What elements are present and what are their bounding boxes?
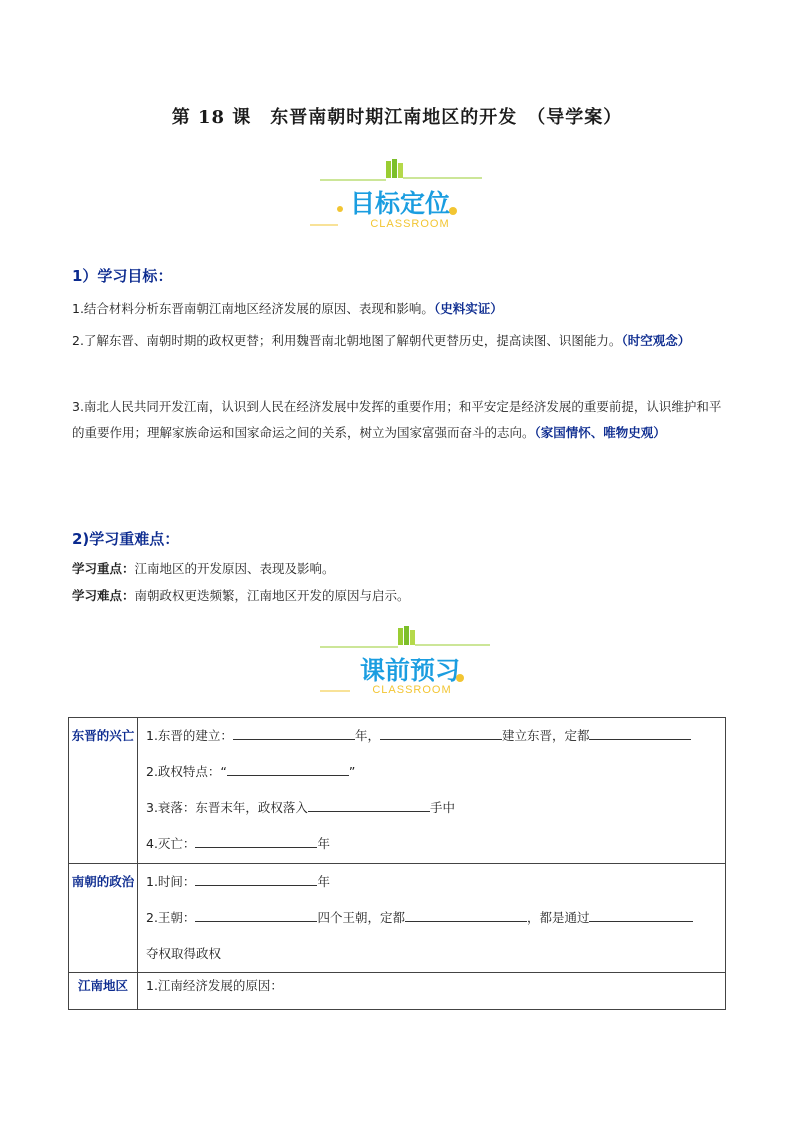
section1-heading: 1）学习目标： [72, 267, 173, 285]
banner-goals-subtitle: CLASSROOM [370, 218, 450, 230]
banner-preview-title: 课前预习 [359, 656, 460, 685]
blank-field[interactable] [589, 907, 693, 922]
fill-line: 1.时间： 年 [146, 864, 717, 900]
blank-field[interactable] [308, 797, 430, 812]
goal-item-3: 3.南北人民共同开发江南，认识到人民在经济发展中发挥的重要作用；和平安定是经济发展的重要前提，认识维护和平的重要作用；理解家族命运和国家命运之间的关系，树立为国家富强而奋斗的志向。（家国情怀、唯物史观） [72, 399, 722, 440]
blank-field[interactable] [380, 725, 502, 740]
section2-heading: 2)学习重难点： [72, 530, 180, 548]
goal-item-1: 1.结合材料分析东晋南朝江南地区经济发展的原因、表现和影响。（史料实证） [72, 301, 503, 316]
table-row [69, 973, 726, 1010]
fill-line: 2.政权特点：“ ” [146, 754, 717, 790]
fill-line: 夺权取得政权 [146, 946, 222, 961]
blank-field[interactable] [227, 761, 349, 776]
row-content [138, 864, 726, 973]
fill-line: 1.江南经济发展的原因： [146, 978, 283, 993]
preview-table [68, 717, 726, 1010]
blank-field[interactable] [589, 725, 691, 740]
blank-field[interactable] [195, 907, 317, 922]
banner-goals [300, 158, 500, 228]
table-row [69, 864, 726, 973]
fill-line: 3.衰落：东晋末年，政权落入 手中 [146, 790, 717, 826]
fill-line: 2.王朝： 四个王朝，定都 ，都是通过 [146, 900, 717, 936]
row-header-eastern-jin: 东晋的兴亡 [69, 718, 138, 864]
row-content [138, 718, 726, 864]
banner-goals-title: 目标定位 [349, 189, 450, 218]
page-title: 第 18 课 东晋南朝时期江南地区的开发 （导学案） [171, 107, 623, 128]
banner-preview-subtitle: CLASSROOM [372, 684, 452, 696]
goal-item-2: 2.了解东晋、南朝时期的政权更替；利用魏晋南北朝地图了解朝代更替历史，提高读图、识图能力。（时空观念） [72, 333, 691, 348]
row-header-southern-dynasties: 南朝的政治 [69, 864, 138, 973]
fill-line: 4.灭亡： 年 [146, 826, 717, 862]
key-point: 学习重点：江南地区的开发原因、表现及影响。 [72, 561, 335, 576]
table-row [69, 718, 726, 864]
blank-field[interactable] [195, 833, 317, 848]
banner-preview [300, 625, 500, 695]
blank-field[interactable] [195, 871, 317, 886]
fill-line: 1.东晋的建立： 年， 建立东晋，定都 [146, 718, 717, 754]
blank-field[interactable] [405, 907, 527, 922]
blank-field[interactable] [233, 725, 355, 740]
row-header-jiangnan: 江南地区 [69, 973, 138, 1010]
row-content [138, 973, 726, 1010]
difficult-point: 学习难点：南朝政权更迭频繁，江南地区开发的原因与启示。 [72, 588, 410, 603]
